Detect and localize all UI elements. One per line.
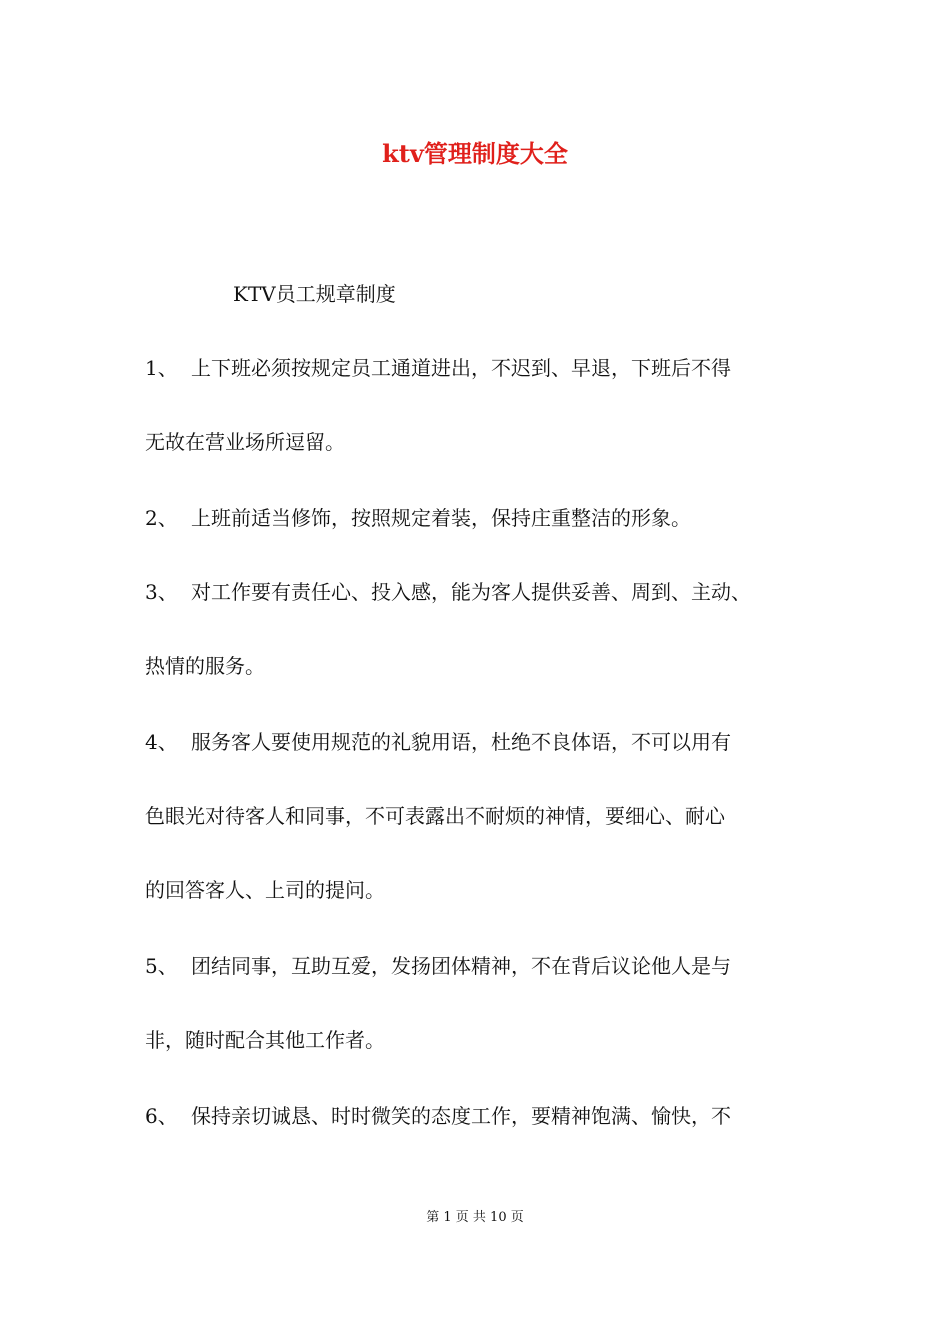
- rule-text: 团结同事，互助互爱，发扬团体精神，不在背后议论他人是与: [191, 954, 731, 978]
- rule-text: 保持亲切诚恳、时时微笑的态度工作，要精神饱满、愉快，不: [191, 1104, 731, 1128]
- section-heading: KTV员工规章制度: [233, 282, 396, 306]
- rule-text: 服务客人要使用规范的礼貌用语，杜绝不良体语，不可以用有: [191, 730, 731, 754]
- rule-4-line-2: 色眼光对待客人和同事，不可表露出不耐烦的神情，要细心、耐心: [145, 804, 725, 828]
- page-footer: 第 1 页 共 10 页: [426, 1210, 524, 1225]
- rule-number: 5、: [145, 954, 178, 978]
- rule-text: 上下班必须按规定员工通道进出，不迟到、早退，下班后不得: [191, 356, 731, 380]
- rule-number: 3、: [145, 580, 178, 604]
- page-title: ktv管理制度大全: [382, 139, 568, 168]
- rule-5-line-1: [145, 952, 731, 980]
- rule-3-line-1: [145, 578, 751, 606]
- rule-text: 对工作要有责任心、投入感，能为客人提供妥善、周到、主动、: [191, 580, 751, 604]
- rule-4-line-1: [145, 728, 731, 756]
- rule-2-line-1: [145, 504, 691, 532]
- rule-6-line-1: [145, 1102, 731, 1130]
- rule-text: 上班前适当修饰，按照规定着装，保持庄重整洁的形象。: [191, 506, 691, 530]
- rule-number: 4、: [145, 730, 178, 754]
- rule-number: 2、: [145, 506, 178, 530]
- rule-1-line-2: 无故在营业场所逗留。: [145, 430, 345, 454]
- rule-number: 1、: [145, 356, 178, 380]
- rule-4-line-3: 的回答客人、上司的提问。: [145, 878, 385, 902]
- rule-5-line-2: 非，随时配合其他工作者。: [145, 1028, 385, 1052]
- rule-number: 6、: [145, 1104, 178, 1128]
- rule-3-line-2: 热情的服务。: [145, 654, 265, 678]
- rule-1-line-1: [145, 354, 731, 382]
